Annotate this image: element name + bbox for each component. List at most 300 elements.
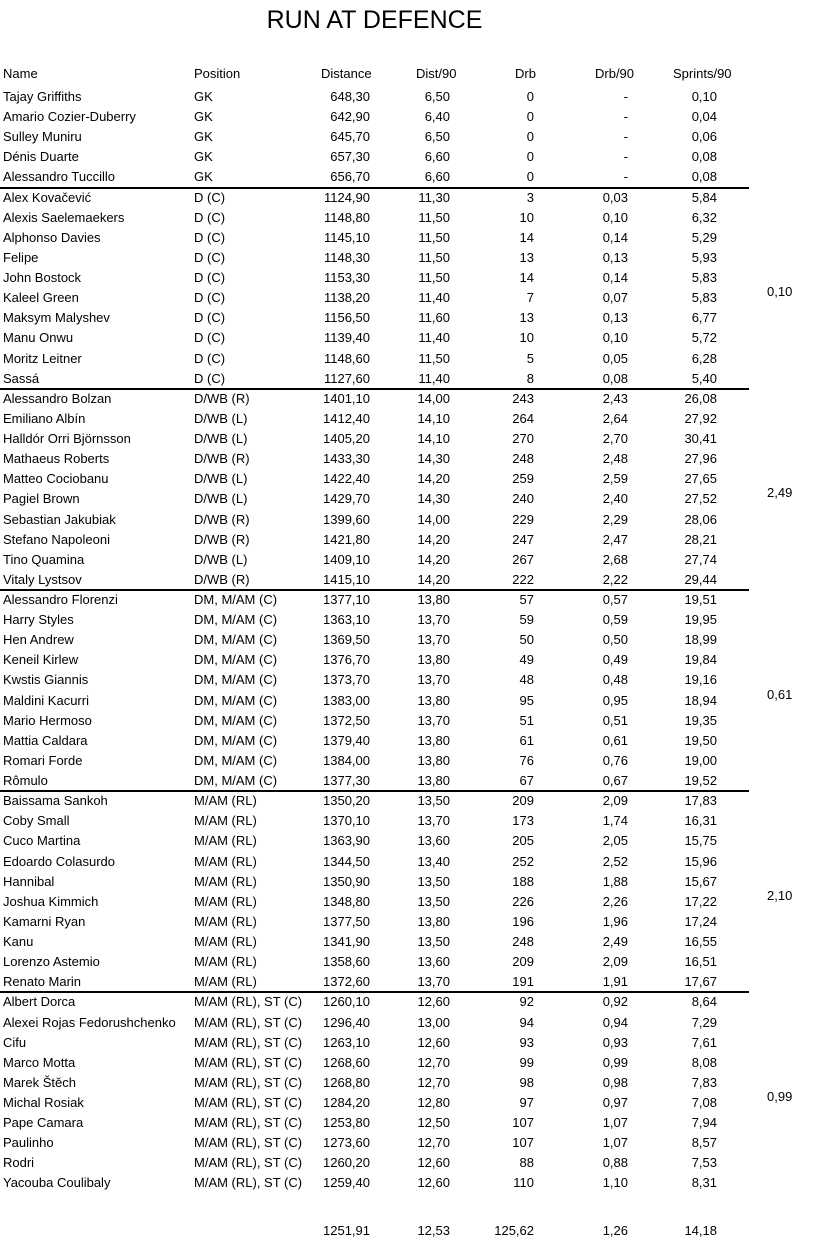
cell-position: D/WB (R)	[194, 451, 250, 467]
cell-name: Baissama Sankoh	[3, 793, 108, 809]
cell-name: Felipe	[3, 249, 39, 265]
cell-distance: 1415,10	[323, 571, 370, 587]
cell-name: Kaleel Green	[3, 290, 79, 306]
table-row	[0, 510, 813, 530]
cell-drb: 67	[519, 773, 534, 789]
cell-position: M/AM (RL)	[194, 833, 257, 849]
cell-position: GK	[194, 149, 213, 165]
cell-dist90: 11,60	[418, 310, 450, 326]
cell-drb: 0	[526, 109, 534, 125]
cell-drb90: 0,14	[602, 270, 628, 286]
cell-sprints90: 17,83	[684, 793, 717, 809]
cell-sprints90: 0,04	[691, 109, 717, 125]
table-row	[0, 268, 813, 288]
cell-distance: 645,70	[330, 129, 370, 145]
cell-drb90: 0,07	[602, 290, 628, 306]
cell-drb: 88	[519, 1155, 534, 1171]
table-row	[0, 932, 813, 952]
cell-distance: 1139,40	[323, 330, 370, 346]
cell-name: Romari Forde	[3, 752, 83, 768]
cell-distance: 648,30	[330, 89, 370, 104]
cell-sprints90: 0,10	[691, 89, 717, 104]
cell-drb: 209	[512, 793, 534, 809]
cell-distance: 1377,30	[323, 773, 370, 789]
cell-sprints90: 7,08	[691, 1095, 717, 1110]
cell-position: D (C)	[194, 350, 226, 366]
cell-drb: 61	[519, 732, 534, 748]
cell-drb: 13	[519, 310, 534, 326]
cell-dist90: 13,80	[417, 592, 450, 607]
cell-drb: 205	[512, 833, 534, 849]
cell-dist90: 14,20	[417, 571, 450, 587]
cell-distance: 1124,90	[323, 189, 370, 205]
table-row	[0, 731, 813, 751]
cell-dist90: 13,70	[417, 632, 450, 648]
table-row	[0, 127, 813, 147]
cell-sprints90: 5,29	[691, 229, 717, 245]
col-header-name: Name	[3, 66, 38, 81]
cell-dist90: 11,40	[418, 370, 450, 386]
cell-dist90: 11,40	[418, 290, 450, 306]
cell-position: M/AM (RL), ST (C)	[194, 1155, 303, 1171]
cell-distance: 1296,40	[323, 1014, 370, 1030]
table-row	[0, 711, 813, 731]
table-row	[0, 670, 813, 690]
cell-drb: 209	[512, 954, 534, 970]
cell-drb90: 2,22	[602, 571, 628, 587]
cell-sprints90: 19,35	[684, 712, 717, 728]
cell-drb90: 2,70	[602, 431, 628, 447]
cell-distance: 1156,50	[323, 310, 370, 326]
cell-drb90: 0,49	[602, 652, 628, 668]
cell-distance: 1383,00	[323, 692, 370, 708]
cell-drb90: 0,08	[602, 370, 628, 386]
cell-drb: 95	[519, 692, 534, 708]
cell-name: Tino Quamina	[3, 551, 85, 567]
cell-distance: 1358,60	[323, 954, 370, 970]
table-row	[0, 912, 813, 932]
table-row	[0, 550, 813, 570]
group-average: 0,99	[767, 1089, 793, 1104]
cell-drb: 188	[512, 873, 534, 889]
table-row	[0, 409, 813, 429]
cell-name: Moritz Leitner	[3, 350, 82, 366]
cell-sprints90: 17,22	[684, 893, 717, 909]
cell-position: M/AM (RL)	[194, 913, 257, 929]
cell-drb: 110	[513, 1175, 534, 1191]
cell-drb90: 0,59	[602, 612, 628, 628]
cell-drb: 270	[512, 431, 534, 447]
cell-distance: 1138,20	[323, 290, 370, 306]
cell-dist90: 11,50	[418, 270, 450, 286]
cell-drb: 14	[519, 270, 534, 286]
cell-drb90: 0,94	[602, 1014, 628, 1030]
cell-dist90: 14,20	[417, 531, 450, 547]
cell-dist90: 12,70	[417, 1054, 450, 1070]
cell-drb90: 2,43	[602, 390, 628, 406]
cell-distance: 1363,90	[323, 833, 370, 849]
cell-drb: 248	[512, 934, 534, 950]
cell-distance: 1350,20	[323, 793, 370, 809]
cell-drb: 107	[512, 1115, 534, 1131]
cell-position: D (C)	[194, 310, 226, 326]
cell-dist90: 13,70	[417, 612, 450, 628]
cell-dist90: 13,50	[417, 873, 450, 889]
cell-position: D/WB (L)	[194, 410, 248, 426]
cell-name: Rodri	[3, 1155, 35, 1171]
cell-distance: 1370,10	[323, 813, 370, 829]
cell-drb: 191	[512, 974, 534, 990]
cell-name: Pagiel Brown	[3, 491, 80, 507]
cell-sprints90: 17,67	[684, 974, 717, 990]
cell-position: D/WB (L)	[194, 551, 248, 567]
cell-distance: 1263,10	[323, 1034, 370, 1050]
cell-sprints90: 15,67	[684, 873, 717, 889]
cell-dist90: 14,30	[417, 491, 450, 507]
table-row	[0, 590, 813, 610]
cell-drb90: 2,59	[602, 471, 628, 487]
cell-dist90: 14,20	[417, 551, 450, 567]
table-row	[0, 570, 813, 590]
cell-name: Coby Small	[3, 813, 70, 829]
cell-dist90: 13,70	[417, 672, 450, 688]
cell-distance: 1373,70	[323, 672, 370, 688]
table-row	[0, 228, 813, 248]
cell-position: DM, M/AM (C)	[194, 592, 278, 607]
cell-sprints90: 7,61	[691, 1034, 717, 1050]
cell-distance: 1259,40	[323, 1175, 370, 1191]
cell-sprints90: 5,93	[691, 249, 717, 265]
cell-drb90: 0,93	[602, 1034, 628, 1050]
cell-drb: 10	[519, 209, 534, 225]
cell-dist90: 12,80	[417, 1095, 450, 1110]
group-average: 2,49	[767, 485, 793, 501]
cell-drb90: 0,51	[602, 712, 628, 728]
cell-dist90: 12,50	[417, 1115, 450, 1131]
cell-distance: 1377,10	[323, 592, 370, 607]
cell-drb: 267	[512, 551, 534, 567]
cell-dist90: 13,80	[417, 732, 450, 748]
cell-sprints90: 8,57	[691, 1135, 717, 1151]
cell-drb90: 2,09	[602, 793, 628, 809]
cell-sprints90: 19,95	[684, 612, 717, 628]
cell-sprints90: 0,06	[691, 129, 717, 145]
cell-drb90: -	[623, 149, 628, 165]
cell-name: Lorenzo Astemio	[3, 954, 100, 970]
cell-drb: 196	[512, 913, 534, 929]
cell-drb: 5	[526, 350, 534, 366]
cell-name: Yacouba Coulibaly	[3, 1175, 111, 1191]
cell-distance: 1429,70	[323, 491, 370, 507]
cell-name: Rômulo	[3, 773, 48, 789]
cell-sprints90: 29,44	[684, 571, 717, 587]
cell-sprints90: 19,84	[684, 652, 717, 668]
cell-drb: 49	[519, 652, 534, 668]
cell-distance: 656,70	[330, 169, 370, 185]
cell-sprints90: 5,83	[691, 290, 717, 306]
col-header-position: Position	[194, 66, 241, 81]
cell-distance: 1376,70	[323, 652, 370, 668]
cell-name: Alessandro Tuccillo	[3, 169, 115, 185]
col-header-drb90: Drb/90	[595, 66, 635, 81]
cell-dist90: 11,50	[418, 249, 450, 265]
cell-name: Harry Styles	[3, 612, 74, 628]
totals-row	[0, 1221, 813, 1241]
cell-dist90: 6,50	[424, 129, 450, 145]
cell-position: GK	[194, 109, 213, 125]
cell-name: Hen Andrew	[3, 632, 74, 648]
cell-dist90: 12,60	[417, 1155, 450, 1171]
table-row	[0, 751, 813, 771]
table-row	[0, 691, 813, 711]
cell-drb: 222	[512, 571, 534, 587]
cell-drb: 247	[512, 531, 534, 547]
cell-dist90: 11,50	[418, 229, 450, 245]
cell-sprints90: 28,06	[684, 511, 717, 527]
cell-drb90: 0,88	[602, 1155, 628, 1171]
cell-name: Alex Kovačević	[3, 189, 92, 205]
cell-distance: 1433,30	[323, 451, 370, 467]
cell-dist90: 13,50	[417, 793, 450, 809]
cell-position: DM, M/AM (C)	[194, 712, 278, 728]
cell-position: GK	[194, 169, 213, 185]
table-row	[0, 208, 813, 228]
table-row	[0, 469, 813, 489]
cell-drb: 8	[526, 370, 534, 386]
cell-drb90: 0,10	[602, 330, 628, 346]
cell-name: Halldór Orri Björnsson	[3, 431, 131, 447]
cell-name: Matteo Cociobanu	[3, 471, 109, 487]
cell-position: M/AM (RL), ST (C)	[194, 1054, 303, 1070]
cell-sprints90: 16,51	[684, 954, 717, 970]
table-row	[0, 1113, 813, 1133]
cell-position: M/AM (RL)	[194, 873, 257, 889]
cell-dist90: 6,40	[424, 109, 450, 125]
cell-dist90: 13,80	[417, 652, 450, 668]
cell-drb90: -	[623, 109, 628, 125]
cell-position: D (C)	[194, 370, 226, 386]
page-title: RUN AT DEFENCE	[266, 6, 483, 34]
cell-dist90: 13,70	[417, 813, 450, 829]
cell-name: Joshua Kimmich	[3, 893, 99, 909]
cell-sprints90: 6,32	[691, 209, 717, 225]
table-row	[0, 1093, 813, 1113]
table-row	[0, 188, 813, 208]
cell-sprints90: 15,75	[684, 833, 717, 849]
cell-position: M/AM (RL)	[194, 954, 257, 970]
table-row	[0, 449, 813, 469]
cell-dist90: 12,70	[417, 1135, 450, 1151]
cell-drb90: -	[623, 169, 628, 185]
cell-drb: 50	[519, 632, 534, 648]
cell-distance: 1148,30	[323, 249, 370, 265]
table-row	[0, 489, 813, 509]
cell-position: DM, M/AM (C)	[194, 692, 278, 708]
cell-sprints90: 0,08	[691, 149, 717, 165]
cell-position: M/AM (RL)	[194, 793, 257, 809]
cell-drb90: 1,07	[602, 1135, 628, 1151]
cell-position: M/AM (RL), ST (C)	[194, 1034, 303, 1050]
cell-drb: 57	[519, 592, 534, 607]
cell-drb90: 2,05	[602, 833, 628, 849]
cell-distance: 1377,50	[323, 913, 370, 929]
col-header-drb: Drb	[515, 66, 536, 81]
cell-drb90: 2,49	[602, 934, 628, 950]
cell-drb: 259	[512, 471, 534, 487]
cell-position: GK	[194, 129, 213, 145]
cell-name: Alessandro Bolzan	[3, 390, 112, 406]
table-row	[0, 811, 813, 831]
cell-drb: 59	[519, 612, 534, 628]
cell-distance: 1344,50	[323, 853, 370, 869]
cell-distance: 1284,20	[323, 1095, 370, 1110]
cell-name: Manu Onwu	[3, 330, 74, 346]
cell-distance: 1268,60	[323, 1054, 370, 1070]
table-row	[0, 107, 813, 127]
cell-name: Cifu	[3, 1034, 27, 1050]
cell-sprints90: 6,28	[691, 350, 717, 366]
cell-drb90: 0,13	[602, 249, 628, 265]
cell-drb90: -	[623, 89, 628, 104]
cell-dist90: 13,80	[417, 913, 450, 929]
cell-drb: 94	[519, 1014, 534, 1030]
cell-position: D (C)	[194, 189, 226, 205]
cell-drb90: 0,61	[602, 732, 628, 748]
cell-drb: 0	[526, 169, 534, 185]
cell-name: Kamarni Ryan	[3, 913, 86, 929]
cell-drb90: 1,91	[602, 974, 628, 990]
table-row	[0, 87, 813, 107]
cell-drb: 240	[512, 491, 534, 507]
cell-dist90: 13,70	[417, 974, 450, 990]
table-row	[0, 349, 813, 369]
cell-name: Amario Cozier-Duberry	[3, 109, 136, 125]
cell-position: DM, M/AM (C)	[194, 652, 278, 668]
cell-position: M/AM (RL), ST (C)	[194, 994, 303, 1010]
cell-distance: 1148,60	[323, 350, 370, 366]
cell-position: M/AM (RL)	[194, 813, 257, 829]
cell-dist90: 14,00	[417, 390, 450, 406]
cell-position: M/AM (RL), ST (C)	[194, 1095, 303, 1110]
cell-dist90: 14,10	[417, 410, 450, 426]
table-row	[0, 248, 813, 268]
cell-name: Renato Marin	[3, 974, 82, 990]
cell-distance: 1369,50	[323, 632, 370, 648]
cell-drb90: 0,98	[602, 1074, 628, 1090]
cell-drb: 10	[519, 330, 534, 346]
cell-drb: 0	[526, 89, 534, 104]
cell-sprints90: 8,31	[691, 1175, 717, 1191]
cell-distance: 1127,60	[323, 370, 370, 386]
cell-distance: 1260,10	[323, 994, 370, 1010]
cell-sprints90: 8,08	[691, 1054, 717, 1070]
cell-name: Kwstis Giannis	[3, 672, 89, 688]
cell-distance: 1350,90	[323, 873, 370, 889]
cell-distance: 1384,00	[323, 752, 370, 768]
cell-distance: 1379,40	[323, 732, 370, 748]
cell-drb90: 2,40	[602, 491, 628, 507]
group-average: 0,10	[767, 284, 793, 300]
table-row	[0, 1073, 813, 1093]
table-row	[0, 288, 813, 308]
table-row	[0, 369, 813, 389]
cell-distance: 1148,80	[323, 209, 370, 225]
cell-drb90: 1,07	[602, 1115, 628, 1131]
cell-sprints90: 5,83	[691, 270, 717, 286]
cell-drb90: 0,10	[602, 209, 628, 225]
cell-name: Mathaeus Roberts	[3, 451, 110, 467]
cell-name: Alexis Saelemaekers	[3, 209, 125, 225]
cell-drb90: -	[623, 129, 628, 145]
cell-drb90: 0,05	[602, 350, 628, 366]
cell-drb90: 2,29	[602, 511, 628, 527]
cell-dist90: 13,00	[417, 1014, 450, 1030]
cell-drb90: 2,68	[602, 551, 628, 567]
cell-dist90: 11,40	[418, 330, 450, 346]
cell-name: John Bostock	[3, 270, 82, 286]
cell-position: DM, M/AM (C)	[194, 732, 278, 748]
cell-distance: 1372,50	[323, 712, 370, 728]
cell-name: Paulinho	[3, 1135, 54, 1151]
cell-name: Sebastian Jakubiak	[3, 511, 116, 527]
cell-sprints90: 19,50	[684, 732, 717, 748]
cell-drb: 7	[526, 290, 534, 306]
col-header-sprints90: Sprints/90	[673, 66, 732, 81]
cell-drb: 99	[519, 1054, 534, 1070]
cell-sprints90: 7,29	[691, 1014, 717, 1030]
cell-name: Alexei Rojas Fedorushchenko	[3, 1014, 176, 1030]
cell-sprints90: 5,72	[691, 330, 717, 346]
total-sprints90: 14,18	[684, 1223, 717, 1238]
table-row	[0, 167, 813, 187]
cell-position: D/WB (L)	[194, 491, 248, 507]
cell-drb: 107	[512, 1135, 534, 1151]
cell-sprints90: 17,24	[684, 913, 717, 929]
cell-sprints90: 27,65	[684, 471, 717, 487]
cell-distance: 1412,40	[323, 410, 370, 426]
group-average: 2,10	[767, 887, 793, 903]
table-row	[0, 771, 813, 791]
cell-sprints90: 0,08	[691, 169, 717, 185]
cell-name: Kanu	[3, 934, 34, 950]
cell-sprints90: 26,08	[684, 390, 717, 406]
cell-drb90: 0,97	[602, 1095, 628, 1110]
cell-drb90: 0,95	[602, 692, 628, 708]
cell-drb90: 0,67	[602, 773, 628, 789]
table-row	[0, 1173, 813, 1193]
table-row	[0, 1053, 813, 1073]
cell-distance: 1401,10	[323, 390, 370, 406]
cell-dist90: 13,80	[417, 692, 450, 708]
cell-dist90: 13,60	[417, 833, 450, 849]
table-row	[0, 429, 813, 449]
cell-name: Mario Hermoso	[3, 712, 92, 728]
table-row	[0, 147, 813, 167]
cell-name: Vitaly Lystsov	[3, 571, 82, 587]
cell-drb90: 1,74	[602, 813, 628, 829]
table-row	[0, 1133, 813, 1153]
cell-dist90: 12,70	[417, 1074, 450, 1090]
cell-drb: 92	[519, 994, 534, 1010]
cell-name: Maldini Kacurri	[3, 692, 89, 708]
cell-sprints90: 27,92	[684, 410, 717, 426]
cell-drb: 93	[519, 1034, 534, 1050]
cell-position: DM, M/AM (C)	[194, 632, 278, 648]
cell-position: D (C)	[194, 249, 226, 265]
cell-dist90: 14,10	[417, 431, 450, 447]
cell-position: GK	[194, 89, 213, 104]
cell-sprints90: 16,55	[684, 934, 717, 950]
